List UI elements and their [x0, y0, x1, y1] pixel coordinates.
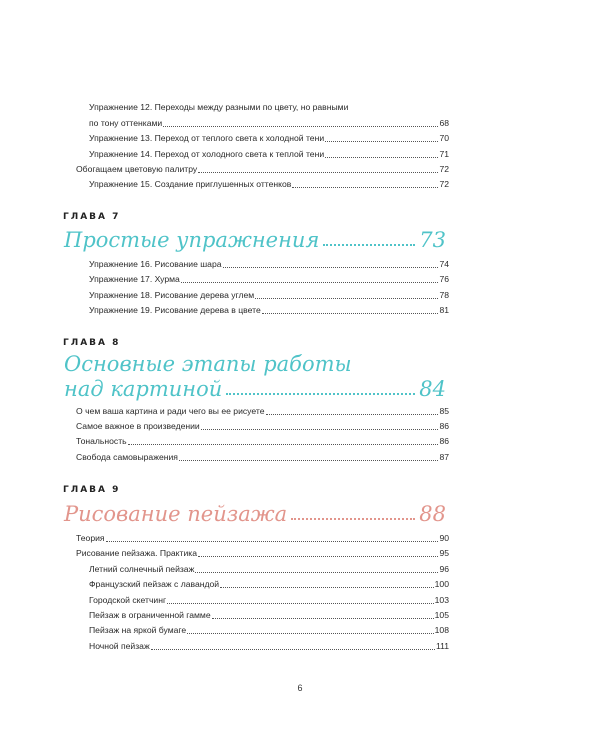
- toc-entry-page: 108: [434, 625, 449, 635]
- toc-entry-text: Ночной пейзаж: [89, 641, 150, 651]
- toc-entry: [89, 259, 449, 270]
- dot-leader: [201, 429, 439, 430]
- dot-leader: [181, 282, 439, 283]
- chapter-title: [64, 229, 446, 251]
- dot-leader: [220, 587, 434, 588]
- toc-entry: [76, 164, 449, 175]
- chapter-title-line2: над картиной: [64, 377, 223, 401]
- dot-leader: [292, 187, 438, 188]
- toc-entry: [89, 290, 449, 301]
- dot-leader: [291, 518, 415, 520]
- toc-entry-page: 105: [434, 610, 449, 620]
- chapter-page: 88: [419, 502, 446, 526]
- toc-entry-text: Упражнение 14. Переход от холодного света к теплой тени: [89, 149, 325, 159]
- toc-entry-page: 100: [434, 579, 449, 589]
- toc-entry: [76, 406, 449, 417]
- dot-leader: [167, 603, 434, 604]
- toc-entry-page: 70: [439, 133, 449, 143]
- chapter-title-text: Простые упражнения: [64, 228, 320, 252]
- toc-entry-text: Французский пейзаж с лавандой: [89, 579, 220, 589]
- toc-entry-text: Упражнение 12. Переходы между разными по цвету, но равными: [89, 102, 349, 112]
- toc-entry-text: Свобода самовыражения: [76, 452, 178, 462]
- chapter-label: ГЛАВА 8: [63, 338, 121, 348]
- toc-entry-page: 90: [439, 533, 449, 543]
- toc-entry-text: О чем ваша картина и ради чего вы ее рисуете: [76, 406, 265, 416]
- toc-entry-text: Упражнение 16. Рисование шара: [89, 259, 222, 269]
- toc-entry-page: 81: [439, 305, 449, 315]
- toc-entry: [89, 118, 449, 129]
- dot-leader: [226, 393, 415, 395]
- dot-leader: [106, 541, 439, 542]
- toc-entry: [76, 421, 449, 432]
- dot-leader: [187, 633, 434, 634]
- toc-entry-page: 87: [439, 452, 449, 462]
- toc-entry: [89, 102, 449, 113]
- chapter-label: ГЛАВА 9: [63, 485, 121, 495]
- toc-entry: [76, 548, 449, 559]
- toc-entry-text: Обогащаем цветовую палитру: [76, 164, 198, 174]
- toc-entry-page: 86: [439, 421, 449, 431]
- toc-entry-text: Пейзаж на яркой бумаге: [89, 625, 187, 635]
- dot-leader: [163, 126, 438, 127]
- dot-leader: [212, 618, 434, 619]
- toc-entry-page: 72: [439, 164, 449, 174]
- chapter-title: [64, 503, 446, 525]
- chapter-label: ГЛАВА 7: [63, 212, 121, 222]
- toc-entry-text: Летний солнечный пейзаж: [89, 564, 195, 574]
- toc-entry: [89, 595, 449, 606]
- chapter-page: 73: [419, 228, 446, 252]
- toc-entry: [89, 274, 449, 285]
- toc-entry-page: 76: [439, 274, 449, 284]
- toc-entry-page: 78: [439, 290, 449, 300]
- dot-leader: [255, 298, 438, 299]
- toc-entry-page: 86: [439, 436, 449, 446]
- toc-entry-text: Упражнение 17. Хурма: [89, 274, 180, 284]
- toc-entry-page: 72: [439, 179, 449, 189]
- toc-entry: [89, 149, 449, 160]
- toc-entry-text: Упражнение 18. Рисование дерева углем: [89, 290, 255, 300]
- dot-leader: [198, 172, 438, 173]
- dot-leader: [223, 267, 439, 268]
- toc-entry-text: Тональность: [76, 436, 127, 446]
- toc-entry: [89, 564, 449, 575]
- toc-entry-text: Упражнение 19. Рисование дерева в цвете: [89, 305, 261, 315]
- chapter-title-line1: Основные этапы работы: [64, 352, 352, 376]
- dot-leader: [325, 157, 438, 158]
- toc-entry: [76, 436, 449, 447]
- dot-leader: [325, 141, 438, 142]
- toc-entry-page: 103: [434, 595, 449, 605]
- dot-leader: [179, 460, 438, 461]
- toc-entry: [89, 625, 449, 636]
- page-number: 6: [297, 683, 303, 693]
- dot-leader: [262, 313, 439, 314]
- toc-entry-text: Упражнение 15. Создание приглушенных оттенков: [89, 179, 292, 189]
- toc-entry: [89, 133, 449, 144]
- toc-entry: [89, 579, 449, 590]
- toc-entry-page: 74: [439, 259, 449, 269]
- dot-leader: [151, 649, 435, 650]
- toc-entry-page: 96: [439, 564, 449, 574]
- toc-entry-page: 85: [439, 406, 449, 416]
- toc-entry: [89, 179, 449, 190]
- dot-leader: [323, 244, 415, 246]
- toc-entry: [76, 533, 449, 544]
- dot-leader: [266, 414, 439, 415]
- toc-entry-text: Самое важное в произведении: [76, 421, 200, 431]
- dot-leader: [198, 556, 438, 557]
- toc-entry: [89, 641, 449, 652]
- chapter-page: 84: [419, 377, 446, 401]
- dot-leader: [195, 572, 438, 573]
- chapter-title-text: Рисование пейзажа: [64, 502, 288, 526]
- toc-entry: [76, 452, 449, 463]
- chapter-title: [64, 353, 446, 400]
- toc-entry-page: 71: [439, 149, 449, 159]
- dot-leader: [128, 444, 439, 445]
- toc-entry: [89, 610, 449, 621]
- toc-entry-text: Рисование пейзажа. Практика: [76, 548, 197, 558]
- toc-entry-page: 95: [439, 548, 449, 558]
- toc-entry-text: Теория: [76, 533, 105, 543]
- toc-entry-text: по тону оттенками: [89, 118, 163, 128]
- toc-entry-text: Городской скетчинг: [89, 595, 167, 605]
- toc-entry-page: 68: [439, 118, 449, 128]
- toc-entry-text: Упражнение 13. Переход от теплого света к холодной тени: [89, 133, 325, 143]
- toc-entry-page: 111: [435, 641, 449, 651]
- toc-entry: [89, 305, 449, 316]
- toc-entry-text: Пейзаж в ограниченной гамме: [89, 610, 211, 620]
